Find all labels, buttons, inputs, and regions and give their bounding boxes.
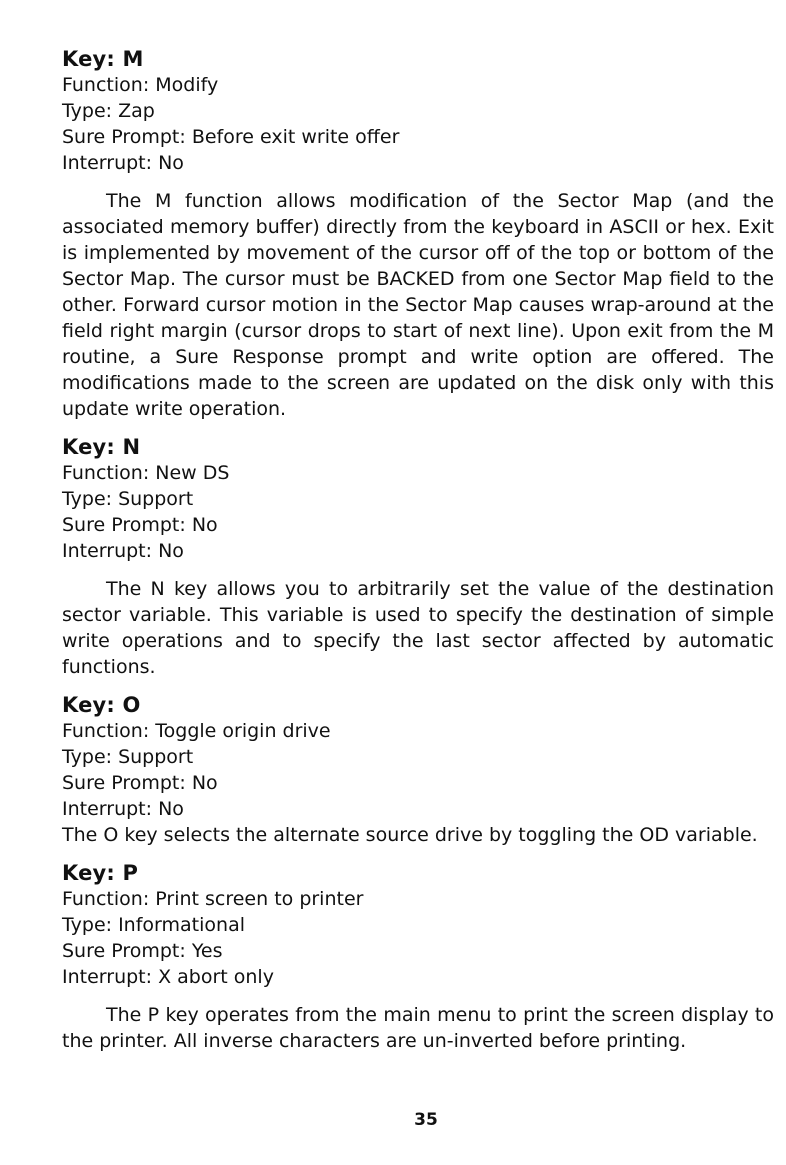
function-line: Function: Toggle origin drive [62,720,331,742]
key-heading: Key: O [62,693,141,717]
sure-prompt-line: Sure Prompt: Yes [62,940,223,962]
description-paragraph: The P key operates from the main menu to print the screen display to the printer. All inverse characters are un-inverted before printing. [62,1004,774,1052]
key-heading: Key: P [62,861,139,885]
interrupt-line: Interrupt: No [62,152,184,174]
sure-prompt-line: Sure Prompt: No [62,514,218,536]
type-line: Type: Support [62,746,194,768]
key-entry-n [62,434,774,680]
description-paragraph: The O key selects the alternate source drive by toggling the OD variable. [62,824,758,846]
description-paragraph: The M function allows modification of the Sector Map (and the associated memory buffer) directly from the keyboard in ASCII or hex. Exit is implemented by movement of the cursor off of the top or bottom of the Sector Map. The cursor must be BACKED from one Sector Map field to the other. Forward cursor motion in the Sector Map causes wrap-around at the field right margin (cursor drops to start of next line). Upon exit from the M routine, a Sure Response prompt and write option are offered. The modifications made to the screen are updated on the disk only with this update write operation. [62,190,774,420]
function-line: Function: Modify [62,74,219,96]
interrupt-line: Interrupt: No [62,540,184,562]
interrupt-line: Interrupt: No [62,798,184,820]
function-line: Function: New DS [62,462,230,484]
key-heading: Key: N [62,435,141,459]
sure-prompt-line: Sure Prompt: No [62,772,218,794]
key-heading: Key: M [62,47,144,71]
manual-page [62,46,774,1054]
key-entry-m [62,46,774,422]
key-entry-p [62,860,774,1054]
interrupt-line: Interrupt: X abort only [62,966,274,988]
type-line: Type: Zap [62,100,155,122]
description-paragraph: The N key allows you to arbitrarily set the value of the destination sector variable. This variable is used to specify the destination of simple write operations and to specify the last sector affected by automatic functions. [62,578,774,678]
type-line: Type: Support [62,488,194,510]
key-entry-o [62,692,774,848]
function-line: Function: Print screen to printer [62,888,364,910]
sure-prompt-line: Sure Prompt: Before exit write offer [62,126,400,148]
page-number: 35 [414,1110,438,1130]
type-line: Type: Informational [62,914,245,936]
